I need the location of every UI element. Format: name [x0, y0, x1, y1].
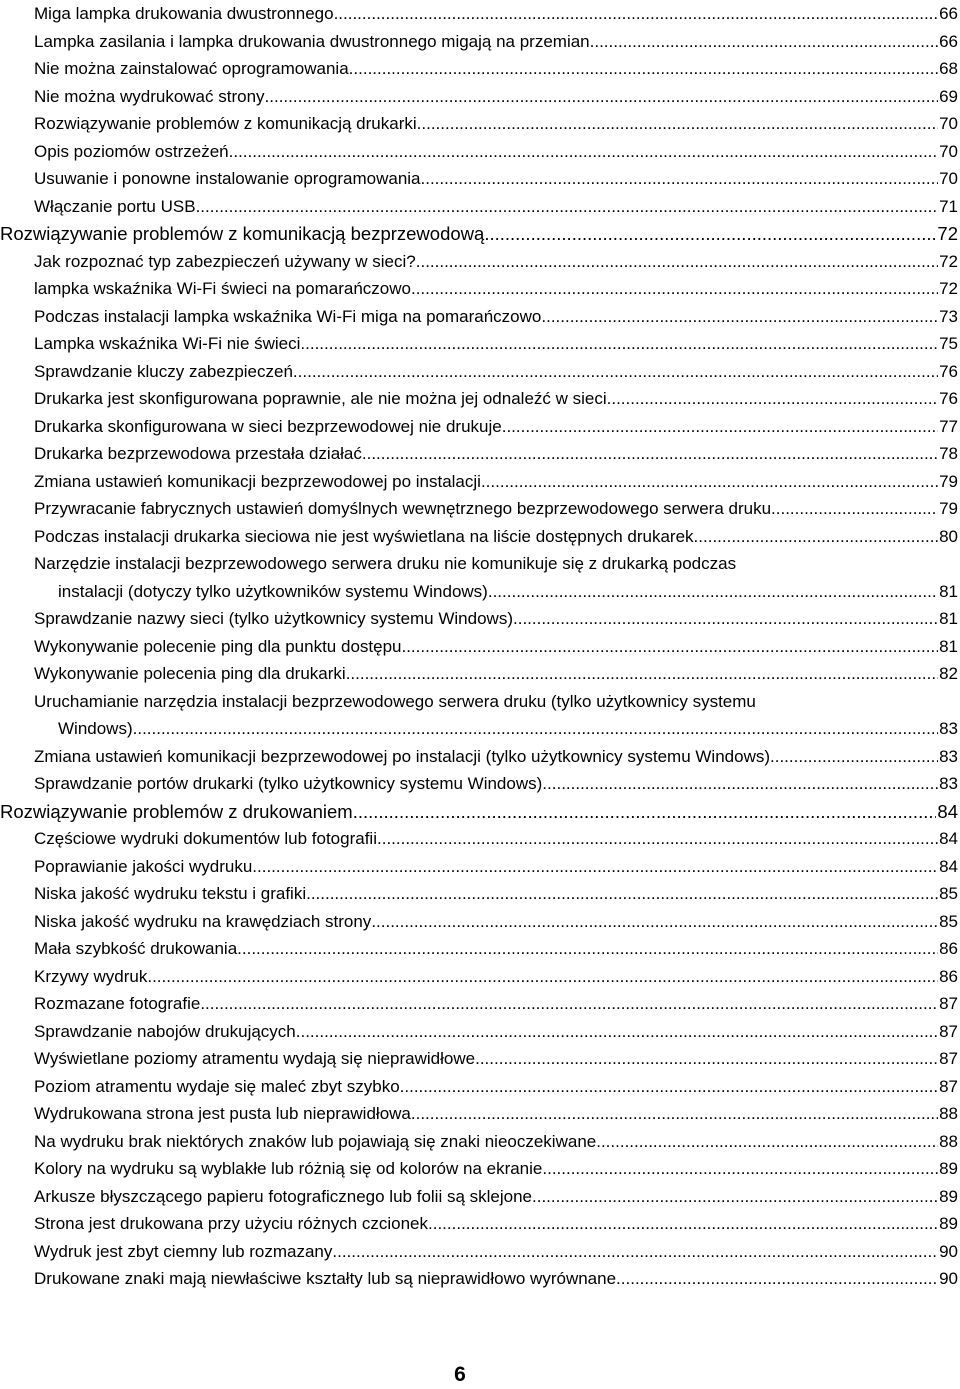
toc-entry-title-continued: Windows): [58, 719, 133, 738]
toc-entry-page-number: 87: [939, 994, 958, 1013]
toc-entry-title: Opis poziomów ostrzeżeń: [34, 141, 229, 161]
toc-entry-page-number: 80: [939, 526, 958, 546]
toc-entry-title: Włączanie portu USB: [34, 196, 196, 216]
toc-entry[interactable]: [0, 1155, 960, 1183]
toc-entry-title: Niska jakość wydruku na krawędziach strony: [34, 911, 372, 931]
dot-leader: [771, 495, 938, 523]
toc-entry-title: Wykonywanie polecenie ping dla punktu dostępu: [34, 636, 402, 656]
toc-entry[interactable]: [0, 908, 960, 936]
dot-leader: [532, 1183, 938, 1211]
toc-entry-page-number: 75: [939, 334, 958, 353]
toc-entry-title-continued: instalacji (dotyczy tylko użytkowników systemu Windows): [58, 581, 488, 601]
toc-entry[interactable]: [0, 605, 960, 633]
dot-leader: [332, 1238, 938, 1266]
toc-entry[interactable]: [0, 275, 960, 303]
toc-entry-page-number: 90: [939, 1241, 958, 1261]
toc-entry-title: Miga lampka drukowania dwustronnego: [34, 4, 334, 23]
toc-entry[interactable]: [0, 83, 960, 111]
dot-leader: [590, 28, 938, 56]
dot-leader: [252, 853, 938, 881]
toc-entry-title: Rozwiązywanie problemów z drukowaniem: [0, 800, 353, 822]
dot-leader: [416, 248, 938, 276]
toc-entry[interactable]: [0, 633, 960, 661]
toc-entry[interactable]: [0, 468, 960, 496]
toc-entry-page-number: 77: [939, 416, 958, 436]
toc-entry-page-number: 87: [939, 1076, 958, 1096]
toc-section-heading[interactable]: [0, 220, 960, 248]
dot-leader: [349, 55, 938, 83]
toc-entry-title: Zmiana ustawień komunikacji bezprzewodowej po instalacji: [34, 471, 481, 491]
toc-entry-title: Nie można zainstalować oprogramowania: [34, 59, 349, 78]
dot-leader: [417, 110, 938, 138]
dot-leader: [513, 605, 938, 633]
toc-entry-page-number: 76: [939, 361, 958, 381]
toc-entry[interactable]: [0, 303, 960, 331]
toc-entry[interactable]: [0, 358, 960, 386]
toc-entry[interactable]: [0, 1210, 960, 1238]
dot-leader: [541, 303, 938, 331]
toc-entry-page-number: 89: [939, 1214, 958, 1233]
dot-leader: [237, 935, 938, 963]
toc-entry[interactable]: [0, 385, 960, 413]
toc-entry-page-number: 88: [939, 1104, 958, 1123]
toc-entry-page-number: 84: [937, 800, 958, 822]
toc-entry-page-number: 81: [939, 609, 958, 628]
dot-leader: [481, 468, 938, 496]
toc-entry-page-number: 84: [939, 856, 958, 876]
toc-entry-page-number: 81: [939, 636, 958, 656]
toc-entry-title: Przywracanie fabrycznych ustawień domyślnych wewnętrznego bezprzewodowego serwera druku: [34, 499, 772, 518]
toc-entry-page-number: 85: [939, 911, 958, 931]
toc-entry-page-number: 81: [939, 581, 958, 601]
dot-leader: [371, 908, 938, 936]
toc-entry-title: Podczas instalacji drukarka sieciowa nie jest wyświetlana na liście dostępnych drukarek: [34, 526, 694, 546]
dot-leader: [475, 1045, 938, 1073]
toc-entry-page-number: 88: [939, 1131, 958, 1151]
toc-entry-title: Rozmazane fotografie: [34, 994, 201, 1013]
toc-entry-title: Usuwanie i ponowne instalowanie oprogramowania: [34, 169, 421, 188]
dot-leader: [362, 440, 938, 468]
toc-entry-page-number: 87: [939, 1021, 958, 1041]
toc-entry-title: lampka wskaźnika Wi-Fi świeci na pomarańczowo: [34, 279, 411, 298]
toc-entry-page-number: 70: [939, 141, 958, 161]
toc-entry-page-number: 70: [939, 114, 958, 133]
toc-entry-page-number: 72: [939, 251, 958, 271]
toc-entry-page-number: 83: [939, 719, 958, 738]
toc-entry-title: Wydruk jest zbyt ciemny lub rozmazany: [34, 1241, 333, 1261]
dot-leader: [404, 1073, 938, 1101]
toc-entry-page-number: 72: [939, 279, 958, 298]
dot-leader: [346, 660, 938, 688]
toc-entry[interactable]: [0, 28, 960, 56]
dot-leader: [484, 220, 936, 248]
toc-entry-title: Drukarka skonfigurowana w sieci bezprzewodowej nie drukuje: [34, 416, 502, 436]
dot-leader: [607, 385, 938, 413]
toc-entry-page-number: 66: [939, 4, 958, 23]
toc-entry-title: Poprawianie jakości wydruku: [34, 856, 253, 876]
toc-entry-page-number: 89: [939, 1186, 958, 1206]
toc-entry[interactable]: [0, 138, 960, 166]
dot-leader: [377, 825, 938, 853]
toc-entry[interactable]: [0, 853, 960, 881]
dot-leader: [293, 358, 938, 386]
page-number: 6: [454, 1363, 466, 1386]
toc-entry-page-number: 86: [939, 966, 958, 986]
toc-entry-title: Na wydruku brak niektórych znaków lub pojawiają się znaki nieoczekiwane: [34, 1131, 597, 1151]
dot-leader: [265, 83, 939, 111]
toc-entry-title: Niska jakość wydruku tekstu i grafiki: [34, 884, 307, 903]
toc-entry-page-number: 76: [939, 389, 958, 408]
toc-entry[interactable]: [0, 550, 960, 605]
dot-leader: [596, 1128, 938, 1156]
toc-entry-title: Lampka wskaźnika Wi-Fi nie świeci: [34, 334, 301, 353]
dot-leader: [296, 1018, 938, 1046]
toc-entry-page-number: 84: [939, 829, 958, 848]
toc-entry-title: Krzywy wydruk: [34, 966, 148, 986]
dot-leader: [411, 1100, 938, 1128]
toc-entry-title: Kolory na wydruku są wyblakłe lub różnią się od kolorów na ekranie: [34, 1159, 543, 1178]
dot-leader: [616, 1265, 938, 1293]
toc-entry[interactable]: [0, 1128, 960, 1156]
toc-entry-title: Drukarka jest skonfigurowana poprawnie, ale nie można jej odnaleźć w sieci: [34, 389, 607, 408]
toc-entry-page-number: 90: [939, 1269, 958, 1288]
toc-entry[interactable]: [0, 1183, 960, 1211]
dot-leader: [428, 1210, 938, 1238]
toc-entry[interactable]: [0, 770, 960, 798]
toc-entry-page-number: 82: [939, 664, 958, 683]
dot-leader: [502, 413, 938, 441]
toc-entry[interactable]: [0, 193, 960, 221]
toc-entry[interactable]: [0, 743, 960, 771]
toc-entry[interactable]: [0, 248, 960, 276]
toc-entry-title: Rozwiązywanie problemów z komunikacją drukarki: [34, 114, 417, 133]
dot-leader: [200, 990, 938, 1018]
dot-leader: [411, 275, 938, 303]
toc-entry-page-number: 86: [939, 939, 958, 958]
toc-entry-page-number: 79: [939, 471, 958, 491]
toc-entry-page-number: 69: [939, 86, 958, 106]
dot-leader: [133, 715, 938, 743]
toc-entry-title: Zmiana ustawień komunikacji bezprzewodowej po instalacji (tylko użytkownicy systemu Windows): [34, 746, 771, 766]
toc-entry[interactable]: [0, 55, 960, 83]
toc-entry-title: Jak rozpoznać typ zabezpieczeń używany w sieci?: [34, 251, 416, 271]
toc-entry[interactable]: [0, 688, 960, 743]
toc-entry-page-number: 87: [939, 1049, 958, 1068]
toc-entry[interactable]: [0, 523, 960, 551]
toc-entry-title: Sprawdzanie nabojów drukujących: [34, 1021, 296, 1041]
dot-leader: [353, 798, 937, 826]
dot-leader: [196, 193, 939, 221]
toc-entry-page-number: 89: [939, 1159, 958, 1178]
toc-entry-page-number: 70: [939, 169, 958, 188]
toc-entry-title: Wydrukowana strona jest pusta lub nieprawidłowa: [34, 1104, 411, 1123]
toc-entry-title: Drukarka bezprzewodowa przestała działać: [34, 444, 362, 463]
toc-entry-title: Podczas instalacji lampka wskaźnika Wi-Fi miga na pomarańczowo: [34, 306, 542, 326]
toc-entry[interactable]: [0, 935, 960, 963]
toc-entry-title: Lampka zasilania i lampka drukowania dwustronnego migają na przemian: [34, 31, 590, 51]
dot-leader: [421, 165, 939, 193]
dot-leader: [334, 0, 939, 28]
toc-entry[interactable]: [0, 963, 960, 991]
toc-entry-title: Drukowane znaki mają niewłaściwe kształty lub są nieprawidłowo wyrównane: [34, 1269, 617, 1288]
dot-leader: [488, 578, 938, 606]
toc-entry-page-number: 71: [939, 196, 958, 216]
toc-entry[interactable]: [0, 165, 960, 193]
toc-entry[interactable]: [0, 1045, 960, 1073]
toc-entry-title: Sprawdzanie portów drukarki (tylko użytkownicy systemu Windows): [34, 774, 543, 793]
toc-entry-page-number: 66: [939, 31, 958, 51]
toc-entry-title: Uruchamianie narzędzia instalacji bezprzewodowego serwera druku (tylko użytkownicy systemu: [34, 691, 756, 711]
dot-leader: [147, 963, 938, 991]
toc-entry-title: Sprawdzanie kluczy zabezpieczeń: [34, 361, 293, 381]
toc-entry-title: Strona jest drukowana przy użyciu różnych czcionek: [34, 1214, 429, 1233]
dot-leader: [306, 880, 938, 908]
toc-entry[interactable]: [0, 495, 960, 523]
toc-entry-title: Mała szybkość drukowania: [34, 939, 238, 958]
dot-leader: [770, 743, 938, 771]
toc-entry-page-number: 72: [937, 223, 958, 244]
toc-entry[interactable]: [0, 1018, 960, 1046]
toc-entry[interactable]: [0, 330, 960, 358]
toc-entry[interactable]: [0, 1238, 960, 1266]
toc-entry-title: Arkusze błyszczącego papieru fotograficznego lub folii są sklejone: [34, 1186, 532, 1206]
dot-leader: [229, 138, 938, 166]
toc-entry[interactable]: [0, 413, 960, 441]
toc-entry[interactable]: [0, 660, 960, 688]
dot-leader: [694, 523, 939, 551]
toc-entry[interactable]: [0, 1265, 960, 1293]
toc-entry-title: Wyświetlane poziomy atramentu wydają się nieprawidłowe: [34, 1049, 476, 1068]
toc-entry-title: Rozwiązywanie problemów z komunikacją bezprzewodową: [0, 223, 485, 244]
toc-entry-title: Częściowe wydruki dokumentów lub fotografii: [34, 829, 377, 848]
toc-entry[interactable]: [0, 440, 960, 468]
dot-leader: [401, 633, 938, 661]
toc-entry[interactable]: [0, 825, 960, 853]
toc-entry-page-number: 78: [939, 444, 958, 463]
toc-entry-title: Wykonywanie polecenia ping dla drukarki: [34, 664, 346, 683]
dot-leader: [542, 1155, 938, 1183]
toc-entry[interactable]: [0, 1073, 960, 1101]
toc-entry[interactable]: [0, 880, 960, 908]
toc-entry-title: Poziom atramentu wydaje się maleć zbyt szybko.: [34, 1076, 405, 1096]
toc-entry-title: Narzędzie instalacji bezprzewodowego serwera druku nie komunikuje się z drukarką podczas: [34, 554, 737, 573]
toc-entry-page-number: 73: [939, 306, 958, 326]
dot-leader: [300, 330, 938, 358]
toc-entry-page-number: 85: [939, 884, 958, 903]
toc-entry-page-number: 79: [939, 499, 958, 518]
toc-entry-title: Nie można wydrukować strony: [34, 86, 265, 106]
toc-entry-page-number: 68: [939, 59, 958, 78]
toc-entry-title: Sprawdzanie nazwy sieci (tylko użytkownicy systemu Windows): [34, 609, 513, 628]
toc-entry[interactable]: [0, 0, 960, 28]
toc-entry[interactable]: [0, 1100, 960, 1128]
toc-section-heading[interactable]: [0, 798, 960, 826]
toc-entry-page-number: 83: [939, 746, 958, 766]
toc-entry[interactable]: [0, 110, 960, 138]
toc-entry-page-number: 83: [939, 774, 958, 793]
dot-leader: [542, 770, 938, 798]
toc-entry[interactable]: [0, 990, 960, 1018]
